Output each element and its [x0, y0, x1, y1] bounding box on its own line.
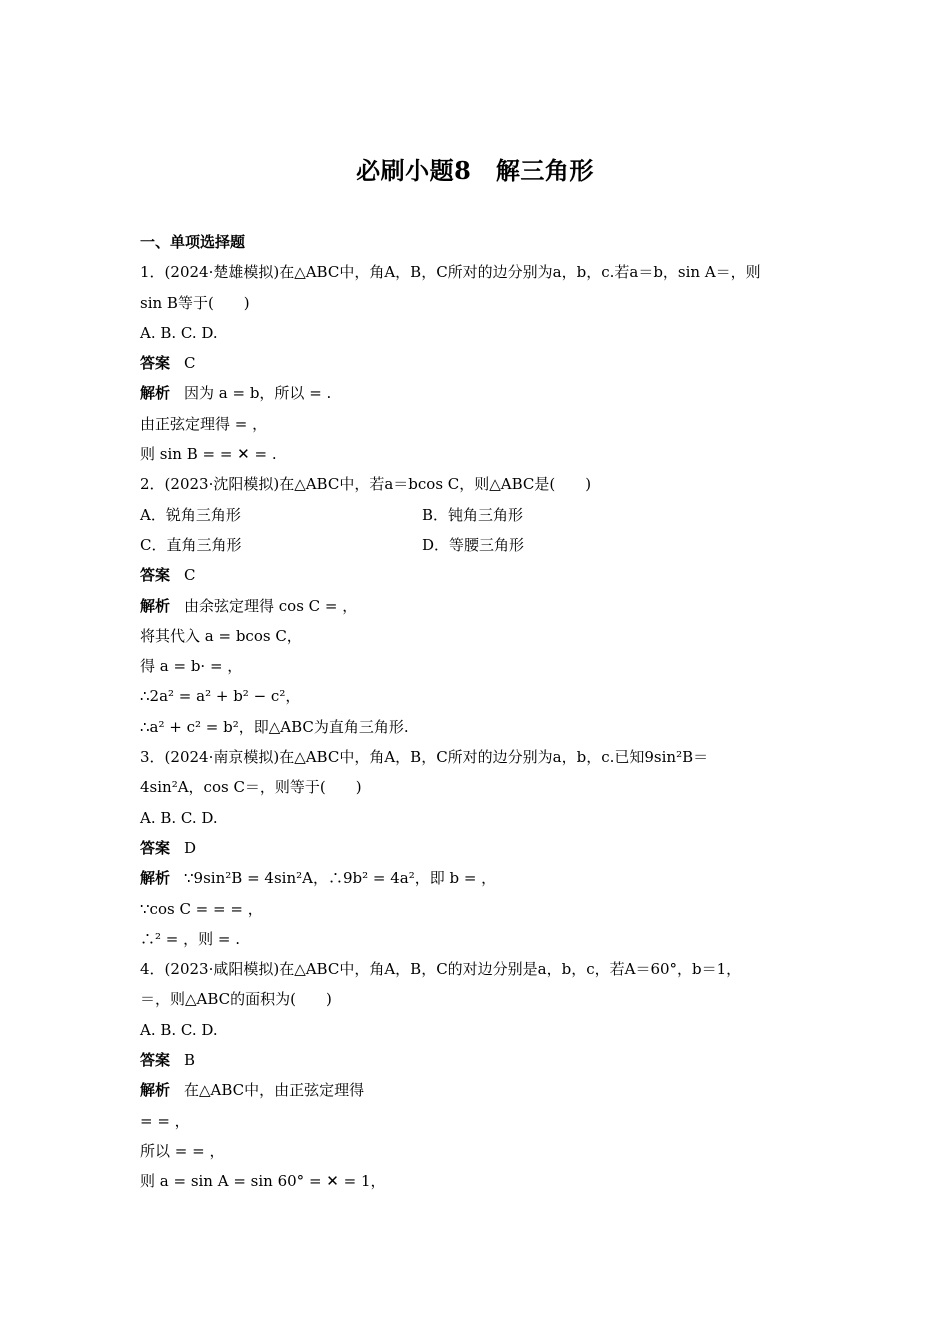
analysis-label: 解析 — [140, 596, 171, 615]
q3-analysis-2: ∵cos C = = = ， — [140, 899, 263, 918]
page-title: 必刷小题8 解三角形 — [356, 156, 594, 185]
q1-stem-line-2: sin B等于( ) — [140, 293, 250, 312]
q2-analysis-1 — [140, 591, 812, 621]
q4-stem-line-1: 4．(2023·咸阳模拟)在△ABC中，角A，B，C的对边分别是a，b，c，若A＝60°，b＝1， — [140, 960, 742, 979]
q2-options-row-1 — [140, 500, 812, 530]
q1-analysis-1 — [140, 378, 812, 408]
q3-analysis-1 — [140, 863, 812, 893]
q2-analysis-5: ∴a² + c² = b²，即△ABC为直角三角形. — [140, 717, 409, 736]
q2-answer-value: C — [184, 566, 196, 585]
q2-analysis-2: 将其代入 a = bcos C， — [140, 626, 302, 645]
q2-option-a: A．锐角三角形 — [140, 505, 241, 524]
q2-option-d: D．等腰三角形 — [422, 535, 525, 554]
q4-analysis-4: 则 a = sin A = sin 60° = ✕ = 1， — [140, 1172, 386, 1191]
q4-stem-line-2: ＝，则△ABC的面积为( ) — [140, 990, 332, 1009]
q2-analysis-3: 得 a = b· = ， — [140, 657, 243, 676]
section-heading: 一、单项选择题 — [140, 233, 246, 251]
q1-analysis-3: 则 sin B = = ✕ = . — [140, 445, 277, 464]
q4-answer-value: B — [184, 1051, 196, 1070]
q3-analysis-text-1: ∵9sin²B = 4sin²A，∴9b² = 4a²，即 b = ， — [184, 869, 497, 888]
q1-answer-value: C — [184, 354, 196, 373]
q3-stem-line-2: 4sin²A，cos C＝，则等于( ) — [140, 778, 362, 797]
document-body — [140, 227, 812, 1197]
q2-analysis-text-1: 由余弦定理得 cos C = ， — [184, 596, 358, 615]
q4-analysis-3: 所以 = = ， — [140, 1141, 225, 1160]
q4-analysis-2: = = ， — [140, 1111, 190, 1130]
q2-stem-line-1: 2．(2023·沈阳模拟)在△ABC中，若a＝bcos C，则△ABC是( ) — [140, 475, 592, 494]
q1-analysis-2: 由正弦定理得 = ， — [140, 414, 268, 433]
q2-option-b: B．钝角三角形 — [422, 505, 524, 524]
q3-options: A. B. C. D. — [140, 808, 218, 827]
q1-analysis-text-1: 因为 a = b，所以 = . — [184, 384, 332, 403]
q1-stem-line-1: 1．(2024·楚雄模拟)在△ABC中，角A，B，C所对的边分别为a，b，c.若a＝b，sin A＝，则 — [140, 263, 761, 282]
q1-answer — [140, 348, 812, 378]
answer-label: 答案 — [140, 1051, 171, 1070]
q2-answer — [140, 560, 812, 590]
q3-analysis-3: ∴² = ，则 = . — [140, 929, 240, 948]
analysis-label: 解析 — [140, 1081, 171, 1100]
q1-options: A. B. C. D. — [140, 323, 218, 342]
q4-options: A. B. C. D. — [140, 1020, 218, 1039]
q2-analysis-4: ∴2a² = a² + b² − c²， — [140, 687, 301, 706]
q2-options-row-2 — [140, 530, 812, 560]
q4-answer — [140, 1045, 812, 1075]
answer-label: 答案 — [140, 566, 171, 585]
q3-answer — [140, 833, 812, 863]
analysis-label: 解析 — [140, 869, 171, 888]
q3-answer-value: D — [184, 838, 197, 857]
q3-stem-line-1: 3．(2024·南京模拟)在△ABC中，角A，B，C所对的边分别为a，b，c.已知9sin²B＝ — [140, 748, 709, 767]
analysis-label: 解析 — [140, 384, 171, 403]
answer-label: 答案 — [140, 838, 171, 857]
q4-analysis-1 — [140, 1075, 812, 1105]
q2-option-c: C．直角三角形 — [140, 535, 242, 554]
answer-label: 答案 — [140, 354, 171, 373]
q4-analysis-text-1: 在△ABC中，由正弦定理得 — [184, 1081, 365, 1100]
